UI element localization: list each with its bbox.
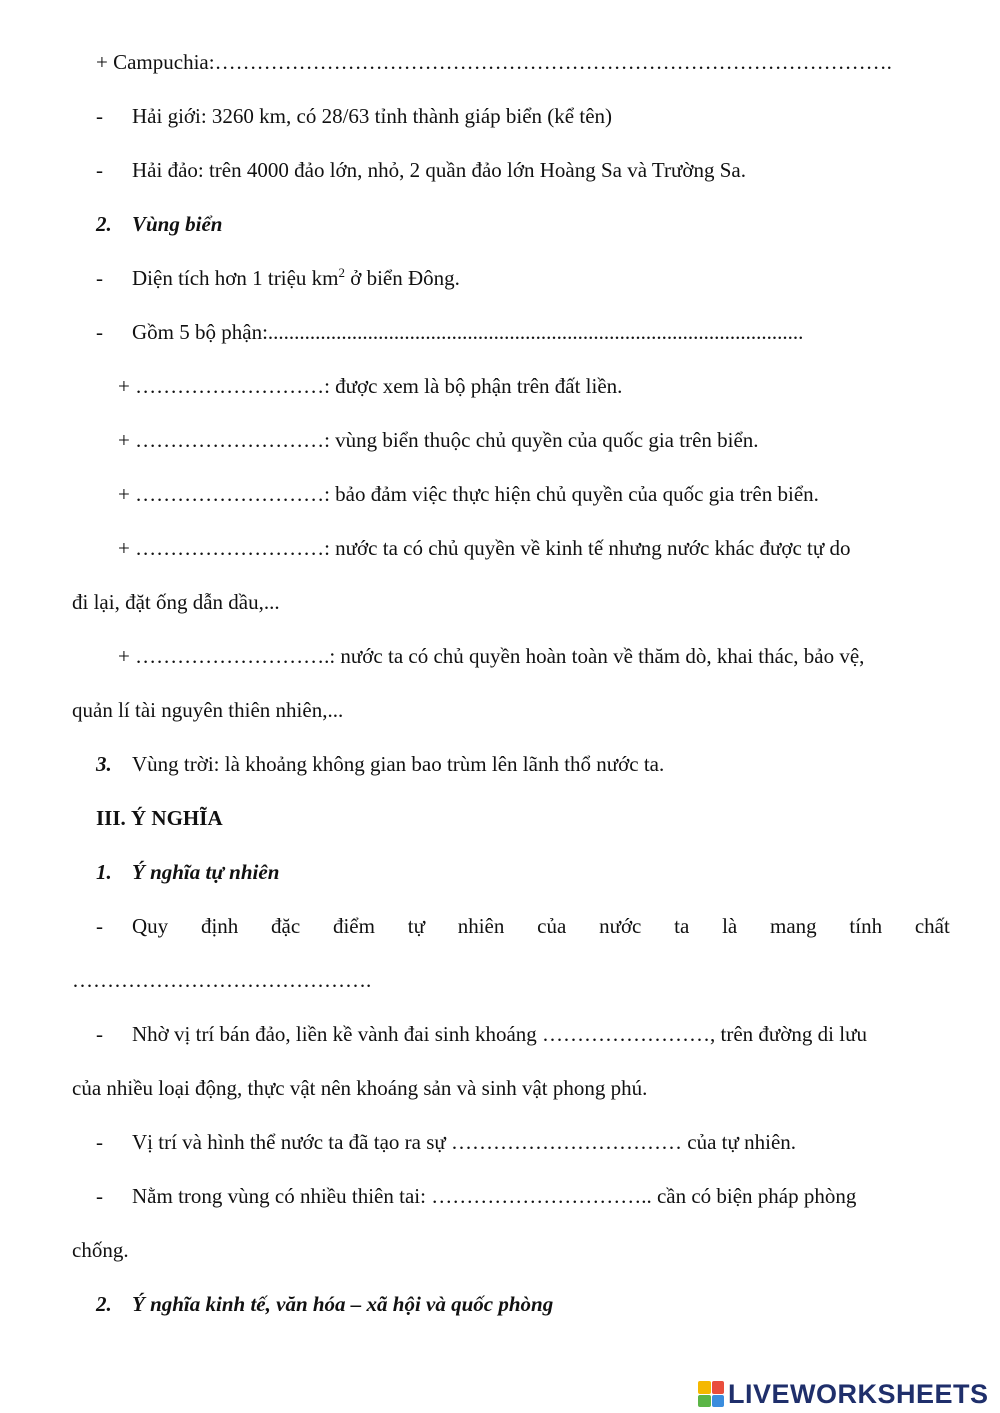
word: chất bbox=[914, 914, 950, 938]
word: nước bbox=[599, 914, 642, 938]
logo-square bbox=[698, 1395, 711, 1408]
logo-square bbox=[712, 1395, 725, 1408]
word: mang bbox=[769, 914, 817, 938]
logo-square bbox=[712, 1381, 725, 1394]
logo-square bbox=[698, 1381, 711, 1394]
word: đặc bbox=[271, 914, 301, 938]
word: Quy bbox=[132, 914, 169, 938]
logo-icon bbox=[698, 1381, 724, 1407]
word: nhiên bbox=[457, 914, 505, 938]
word: ta bbox=[674, 914, 690, 938]
word: điểm bbox=[332, 914, 375, 938]
liveworksheets-logo: LIVEWORKSHEETS bbox=[698, 1376, 989, 1412]
word: tự bbox=[407, 914, 425, 938]
word: là bbox=[722, 914, 738, 938]
justified-words bbox=[132, 912, 950, 940]
word: tính bbox=[849, 914, 883, 938]
word: của bbox=[537, 914, 567, 938]
word: định bbox=[200, 914, 239, 938]
